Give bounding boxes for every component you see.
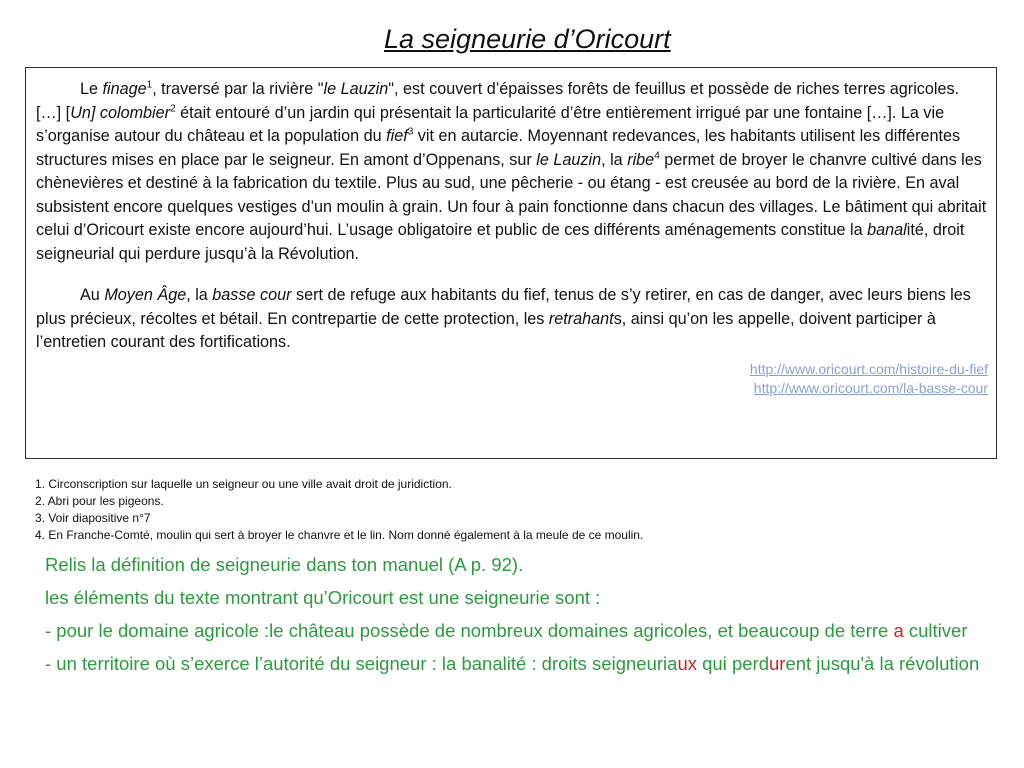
answer-agricultural-domain [45,618,1000,643]
text-run: vit en autarcie. Moyennant redevances, les habitants utilisent les différentes structures mises en place par le seigneur. En amont d’Oppenans, sur [36,127,961,169]
term-retrahant: retrahant [548,309,614,328]
text-run: s, ainsi qu’on les appelle, doivent participer à l’entretien courant des fortifications. [36,309,936,351]
term-moyen-age: Moyen Âge [104,286,187,304]
term-finage: finage [102,80,147,98]
text-run: ent jusqu'à la révolution [785,653,980,674]
text-run: sert de refuge aux habitants du fief, tenus de s’y retirer, en cas de danger, avec leurs biens les plus précieux, récoltes et bétail. En contrepartie de cette protection, les [36,286,971,328]
source-text-box [25,67,997,459]
paragraph-finage [36,78,988,266]
footnote-ref-3: 3 [407,126,414,138]
link-histoire-du-fief[interactable]: http://www.oricourt.com/histoire-du-fief [749,360,988,377]
correction-mark: ur [768,653,786,674]
source-links [36,360,988,398]
text-run: , la [601,150,628,169]
term-banal: banal [867,221,907,239]
text-run: Au [80,286,105,304]
text-run: qui perd [696,653,769,674]
text-run: ", est couvert d’épaisses forêts de feuillus et possède de riches terres agricoles. […] [ [36,80,960,122]
term-colombier: Un] colombier [70,103,171,122]
text-run: Le [80,80,103,98]
link-la-basse-cour[interactable]: http://www.oricourt.com/la-basse-cour [753,379,988,396]
footnote-ref-4: 4 [654,150,660,162]
answer-instruction: Relis la définition de seigneurie dans ton manuel (A p. 92). [45,554,524,575]
term-fief: fief [386,127,408,145]
text-run: , traversé par la rivière " [152,80,324,98]
term-basse-cour: basse cour [212,286,292,304]
footnote-2: 2. Abri pour les pigeons. [35,494,164,508]
paragraph-basse-cour [36,284,988,355]
answer-territory [45,651,1000,676]
term-ribe: ribe [627,150,655,169]
footnote-1: 1. Circonscription sur laquelle un seigneur ou une ville avait droit de juridiction. [35,477,452,491]
term-lauzin: le Lauzin [536,150,602,169]
text-run: ité, droit seigneurial qui perdure jusqu’à la Révolution. [36,221,965,263]
text-run: était entouré d’un jardin qui présentait la particularité d’être entièrement irrigué par une fontaine […]. La vie s’organise autour du château et la population du [36,103,945,145]
text-run: - pour le domaine agricole :le château possède de nombreux domaines agricoles, et beaucoup de terre [45,620,894,641]
text-run: permet de broyer le chanvre cultivé dans les chènevières et destiné à la fabrication du textile. Plus au sud, une pêcherie - ou étang - est creusée au bord de la rivière. En aval subsistent encore quelques vestiges d’un moulin à grain. Un four à pain fonctionne dans chacun des villages. Le bâtiment qui abritait celui d’Oricourt existe encore aujourd’hui. L’usage obligatoire et public de ces différents aménagements constitue la [36,150,987,239]
page-title: La seigneurie d’Oricourt [384,24,671,54]
student-answers [45,552,1000,684]
text-run: - un territoire où s’exerce l’autorité du seigneur : la banalité : droits seigneuria [45,653,678,674]
footnote-ref-2: 2 [170,103,176,115]
text-run: , la [186,286,213,304]
correction-mark: ux [677,653,697,674]
text-run: cultiver [903,620,968,641]
term-lauzin: le Lauzin [323,80,389,98]
footnote-3: 3. Voir diapositive n°7 [35,511,151,525]
answer-intro: les éléments du texte montrant qu’Oricourt est une seigneurie sont : [45,587,601,608]
footnote-ref-1: 1 [146,79,153,91]
footnote-4: 4. En Franche-Comté, moulin qui sert à broyer le chanvre et le lin. Nom donné également à la meule de ce moulin. [35,528,644,542]
correction-mark: a [893,620,904,641]
footnotes [35,476,643,544]
